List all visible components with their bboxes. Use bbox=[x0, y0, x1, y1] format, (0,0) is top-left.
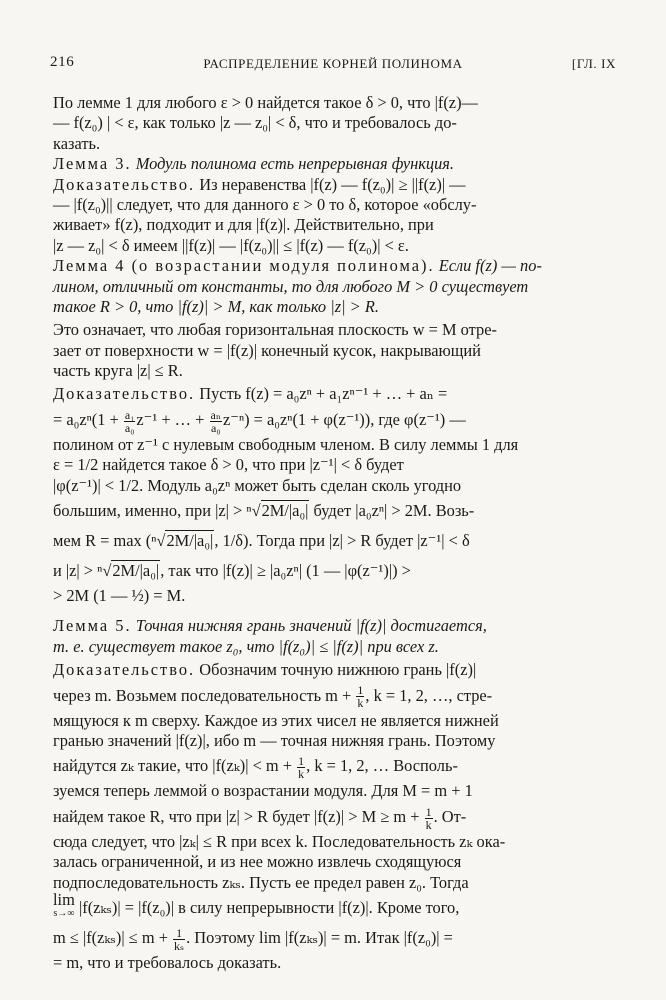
text-fragment: , k = 1, 2, …, стре- bbox=[365, 685, 493, 705]
fraction bbox=[425, 806, 433, 831]
numerator: a₁ bbox=[124, 407, 135, 422]
radical bbox=[246, 500, 309, 520]
radicand: 2M/|a₀| bbox=[112, 561, 160, 581]
lemma-statement: Если f(z) — по- bbox=[438, 256, 542, 276]
radical bbox=[151, 530, 214, 550]
denominator: a₀ bbox=[124, 420, 135, 435]
limit-operator bbox=[53, 889, 75, 921]
numerator: 1 bbox=[357, 683, 364, 698]
formula-line bbox=[53, 751, 613, 781]
text-line: > 2M (1 — ½) = M. bbox=[53, 586, 186, 606]
lemma-label: Лемма 5. bbox=[53, 616, 132, 636]
text-line: |z — z₀| < δ имеем ||f(z)| — |f(z₀)|| ≤ |f(z) — f(z₀)| < ε. bbox=[53, 235, 409, 255]
numerator: 1 bbox=[173, 927, 185, 940]
text-line: сюда следует, что |zₖ| ≤ R при всех k. Последовательность zₖ ока- bbox=[53, 831, 506, 851]
limit-word: lim bbox=[53, 889, 75, 909]
proof-line bbox=[53, 660, 613, 680]
page-number: 216 bbox=[50, 54, 75, 70]
lemma-statement: такое R > 0, что |f(z)| > M, как только |z| > R. bbox=[53, 296, 379, 316]
root-sign: ⁿ√ bbox=[246, 501, 261, 521]
text-line: — f(z₀) | < ε, как только |z — z₀| < δ, что и требовалось до- bbox=[53, 113, 457, 133]
formula-line bbox=[53, 496, 613, 526]
text-fragment: , так что |f(z)| ≥ |a₀zⁿ| (1 — |φ(z⁻¹)|) > bbox=[160, 561, 411, 581]
lemma-label: Лемма 3. bbox=[53, 154, 132, 174]
text-line: гранью значений |f(z)|, ибо m — точная нижняя грань. Поэтому bbox=[53, 730, 496, 750]
denominator: a₀ bbox=[211, 420, 221, 435]
text-fragment: , k = 1, 2, … Восполь- bbox=[306, 756, 458, 776]
text-line: — |f(z₀)|| следует, что для данного ε > 0 то δ, которое «обслу- bbox=[53, 194, 477, 214]
text-fragment: m ≤ |f(zₖₛ)| ≤ m + bbox=[53, 927, 173, 947]
root-sign: ⁿ√ bbox=[97, 561, 112, 581]
text-line: залась ограниченной, и из нее можно извлечь сходящуюся bbox=[53, 852, 462, 872]
denominator: kₛ bbox=[174, 938, 185, 953]
lemma-4 bbox=[53, 256, 613, 276]
proof-label: Доказательство. bbox=[53, 384, 196, 404]
page-body bbox=[53, 93, 613, 973]
radicand: 2M/|a₀| bbox=[261, 501, 309, 521]
lemma-statement: т. е. существует такое z₀, что |f(z₀)| ≤ |f(z)| при всех z. bbox=[53, 636, 439, 656]
text-fragment: и |z| > bbox=[53, 561, 98, 581]
text-fragment: через m. Возьмем последовательность m + bbox=[53, 685, 356, 705]
root-sign: ⁿ√ bbox=[151, 531, 166, 551]
text-fragment: найдем такое R, что при |z| > R будет |f(z)| > M ≥ m + bbox=[53, 806, 424, 826]
formula-line bbox=[53, 681, 613, 711]
text-line: полином от z⁻¹ с нулевым свободным членом. В силу леммы 1 для bbox=[53, 434, 519, 454]
text-fragment: Пусть f(z) = a₀zⁿ + a₁zⁿ⁻¹ + … + aₙ = bbox=[199, 384, 448, 404]
numerator: 1 bbox=[425, 804, 432, 819]
text-fragment: = a₀zⁿ(1 + bbox=[53, 409, 123, 429]
fraction bbox=[173, 927, 185, 952]
text-fragment: z⁻¹ + … + bbox=[136, 409, 209, 429]
fraction bbox=[356, 684, 364, 709]
text-fragment: |f(zₖₛ)| = |f(z₀)| в силу непрерывности |f(z)|. Кроме того, bbox=[74, 897, 460, 917]
text-fragment: Обозначим точную нижнюю грань |f(z)| bbox=[199, 660, 477, 680]
text-line: часть круга |z| ≤ R. bbox=[53, 361, 183, 381]
lemma-statement: Точная нижняя грань значений |f(z)| достигается, bbox=[135, 616, 487, 636]
chapter-label: [ГЛ. IX bbox=[571, 56, 616, 71]
limit-subscript: s→∞ bbox=[53, 907, 75, 919]
text-line bbox=[53, 277, 613, 297]
text-line: ε = 1/2 найдется такое δ > 0, что при |z⁻¹| < δ будет bbox=[53, 455, 404, 475]
numerator: aₙ bbox=[210, 407, 222, 422]
text-line bbox=[53, 297, 613, 317]
radical bbox=[97, 560, 160, 580]
text-line: Это означает, что любая горизонтальная плоскость w = M отре- bbox=[53, 320, 497, 340]
text-line bbox=[53, 637, 613, 657]
formula-line bbox=[53, 923, 613, 953]
proof-line bbox=[53, 175, 613, 195]
page-header bbox=[50, 54, 616, 78]
text-fragment: , 1/δ). Тогда при |z| > R будет |z⁻¹| < δ bbox=[214, 531, 470, 551]
text-line: мящуюся к m сверху. Каждое из этих чисел не является нижней bbox=[53, 710, 499, 730]
text-line: По лемме 1 для любого ε > 0 найдется такое δ > 0, что |f(z)— bbox=[53, 93, 478, 112]
fraction bbox=[297, 755, 305, 780]
text-fragment: будет |a₀zⁿ| > 2M. Возь- bbox=[309, 501, 475, 521]
text-line: подпоследовательность zₖₛ. Пусть ее предел равен z₀. Тогда bbox=[53, 872, 469, 892]
text-fragment: . Поэтому lim |f(zₖₛ)| = m. Итак |f(z₀)| = bbox=[186, 927, 453, 947]
text-line: |φ(z⁻¹)| < 1/2. Модуль a₀zⁿ может быть сделан сколь угодно bbox=[53, 475, 462, 495]
lemma-statement: лином, отличный от константы, то для любого M > 0 существует bbox=[53, 276, 529, 296]
fraction bbox=[124, 409, 136, 434]
formula-line bbox=[53, 405, 613, 435]
text-fragment: мем R = max ( bbox=[53, 531, 152, 551]
radicand: 2M/|a₀| bbox=[166, 531, 214, 551]
text-fragment: найдутся zₖ такие, что |f(zₖ)| < m + bbox=[53, 756, 297, 776]
formula-line bbox=[53, 802, 613, 832]
numerator: 1 bbox=[298, 754, 305, 769]
text-fragment: . От- bbox=[433, 806, 467, 826]
running-title: РАСПРЕДЕЛЕНИЕ КОРНЕЙ ПОЛИНОМА bbox=[203, 56, 463, 71]
formula-line bbox=[53, 556, 613, 586]
proof-line bbox=[53, 384, 613, 404]
text-line: зуемся теперь леммой о возрастании модуля. Для M = m + 1 bbox=[53, 781, 473, 801]
lemma-5 bbox=[53, 616, 613, 636]
text-line: зает от поверхности w = |f(z)| конечный кусок, накрывающий bbox=[53, 340, 481, 360]
text-line: живает» f(z), подходит и для |f(z)|. Действительно, при bbox=[53, 215, 434, 235]
text-fragment: z⁻ⁿ) = a₀zⁿ(1 + φ(z⁻¹)), где φ(z⁻¹) — bbox=[223, 409, 466, 429]
text-fragment: Из неравенства |f(z) — f(z₀)| ≥ ||f(z)| — bbox=[199, 174, 466, 194]
proof-label: Доказательство. bbox=[53, 660, 196, 680]
lemma-label: Лемма 4 (о возрастании модуля полинома). bbox=[53, 256, 435, 276]
text-fragment: большим, именно, при |z| > bbox=[53, 501, 247, 521]
proof-label: Доказательство. bbox=[53, 174, 196, 194]
fraction bbox=[210, 409, 223, 434]
lemma-statement: Модуль полинома есть непрерывная функция. bbox=[135, 154, 455, 174]
text-line: казать. bbox=[53, 133, 101, 153]
denominator: k bbox=[357, 696, 364, 711]
denominator: k bbox=[298, 767, 305, 782]
formula-line bbox=[53, 889, 613, 923]
formula-line bbox=[53, 526, 613, 556]
denominator: k bbox=[425, 817, 432, 832]
lemma-3 bbox=[53, 154, 613, 174]
text-line: = m, что и требовалось доказать. bbox=[53, 952, 282, 972]
